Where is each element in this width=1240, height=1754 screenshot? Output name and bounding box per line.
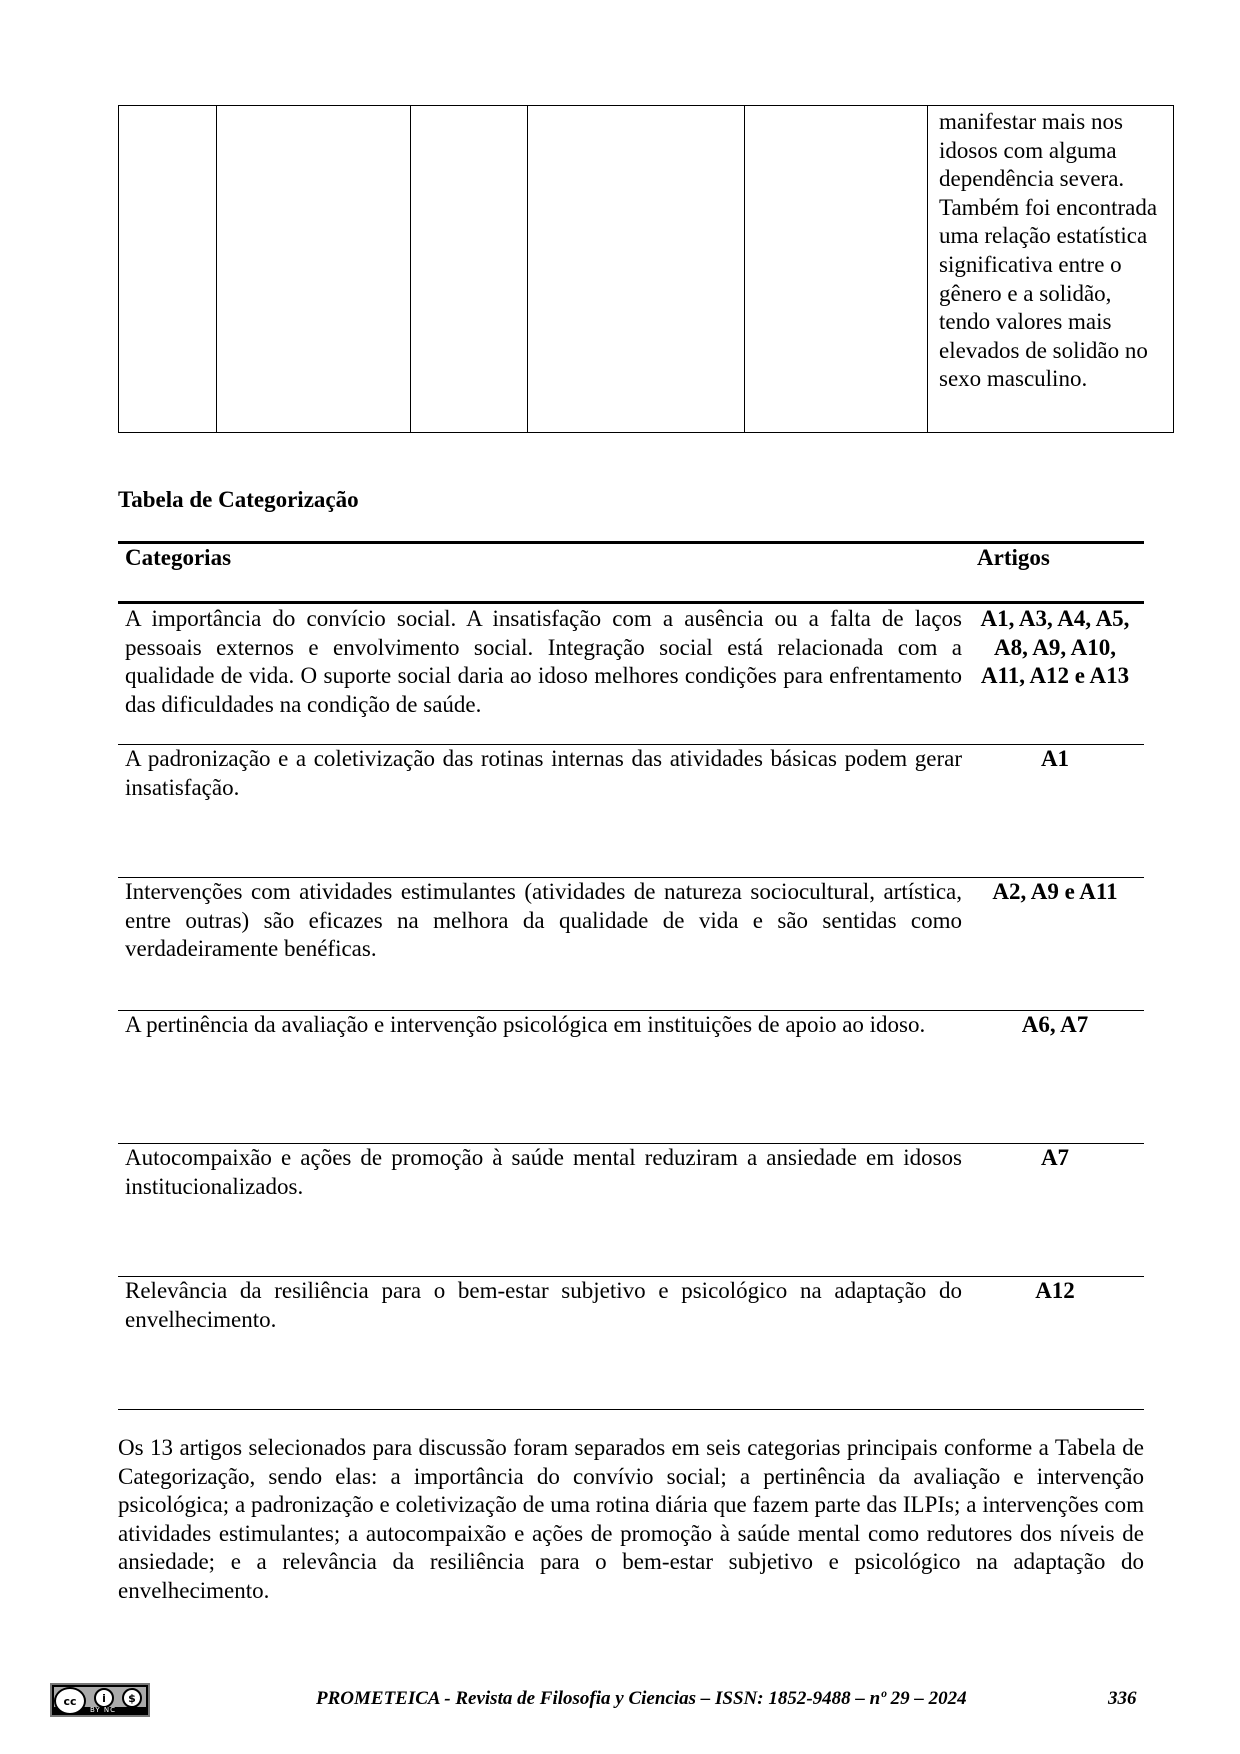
license-labels: BY NC [90, 1706, 117, 1714]
header-rule [118, 601, 1144, 604]
table-cell [119, 106, 217, 433]
cc-license-badge[interactable] [50, 1683, 150, 1717]
table-bottom-rule [118, 1409, 1144, 1410]
journal-footer: PROMETEICA - Revista de Filosofia y Ciencias – ISSN: 1852-9488 – nº 29 – 2024 [316, 1688, 967, 1709]
header-categories: Categorias [125, 545, 232, 570]
table-cell [217, 106, 411, 433]
continued-table [118, 105, 1174, 433]
category-articles: A7 [1040, 1145, 1070, 1170]
table-cell [411, 106, 528, 433]
cc-icon: cc [54, 1687, 86, 1715]
header-articles: Artigos [977, 545, 1050, 570]
category-articles: A6, A7 [1021, 1012, 1089, 1037]
table-title: Tabela de Categorização [118, 487, 359, 512]
table-cell [745, 106, 928, 433]
category-articles: A12 [1035, 1278, 1075, 1303]
category-text: Autocompaixão e ações de promoção à saúde mental reduziram a ansiedade em idosos institucionalizados. [125, 1145, 962, 1199]
category-text: A importância do convício social. A insatisfação com a ausência ou a falta de laços pessoais externos e envolvimento social. Integração social está relacionada com a qualidade de vida. O suporte social daria ao idoso melhores condições para enfrentamento das dificuldades na condição de saúde. [125, 606, 962, 717]
category-articles: A1, A3, A4, A5, A8, A9, A10, A11, A12 e A13 [980, 606, 1130, 689]
category-articles: A1 [1040, 746, 1070, 771]
table-cell [928, 106, 1174, 433]
body-paragraph: Os 13 artigos selecionados para discussão foram separados em seis categorias principais conforme a Tabela de Categorização, sendo elas: a importância do convívio social; a pertinência da avaliação e intervenção psicológica; a padronização e coletivização de uma rotina diária que fazem parte das ILPIs; a intervenções com atividades estimulantes; a autocompaixão e ações de promoção à saúde mental como redutores dos níveis de ansiedade; e a relevância da resiliência para o bem-estar subjetivo e psicológico na adaptação do envelhecimento. [118, 1435, 1144, 1603]
table-row [119, 106, 1174, 433]
page-number: 336 [1108, 1688, 1137, 1709]
category-text: A pertinência da avaliação e intervenção psicológica em instituições de apoio ao idoso. [125, 1012, 926, 1037]
attribution-icon: i [94, 1688, 114, 1708]
table-cell [528, 106, 745, 433]
category-articles: A2, A9 e A11 [992, 879, 1118, 904]
category-text: A padronização e a coletivização das rotinas internas das atividades básicas podem gerar insatisfação. [125, 746, 962, 800]
table-top-rule [118, 541, 1144, 544]
table-cell-text: manifestar mais nos idosos com alguma dependência severa. Também foi encontrada uma relação estatística significativa entre o gênero e a solidão, tendo valores mais elevados de solidão no sexo masculino. [939, 109, 1158, 392]
category-text: Relevância da resiliência para o bem-estar subjetivo e psicológico na adaptação do envelhecimento. [125, 1278, 962, 1332]
category-text: Intervenções com atividades estimulantes (atividades de natureza sociocultural, artística, entre outras) são eficazes na melhora da qualidade de vida e são sentidas como verdadeiramente benéficas. [125, 879, 962, 962]
noncommercial-icon: $ [122, 1688, 142, 1708]
